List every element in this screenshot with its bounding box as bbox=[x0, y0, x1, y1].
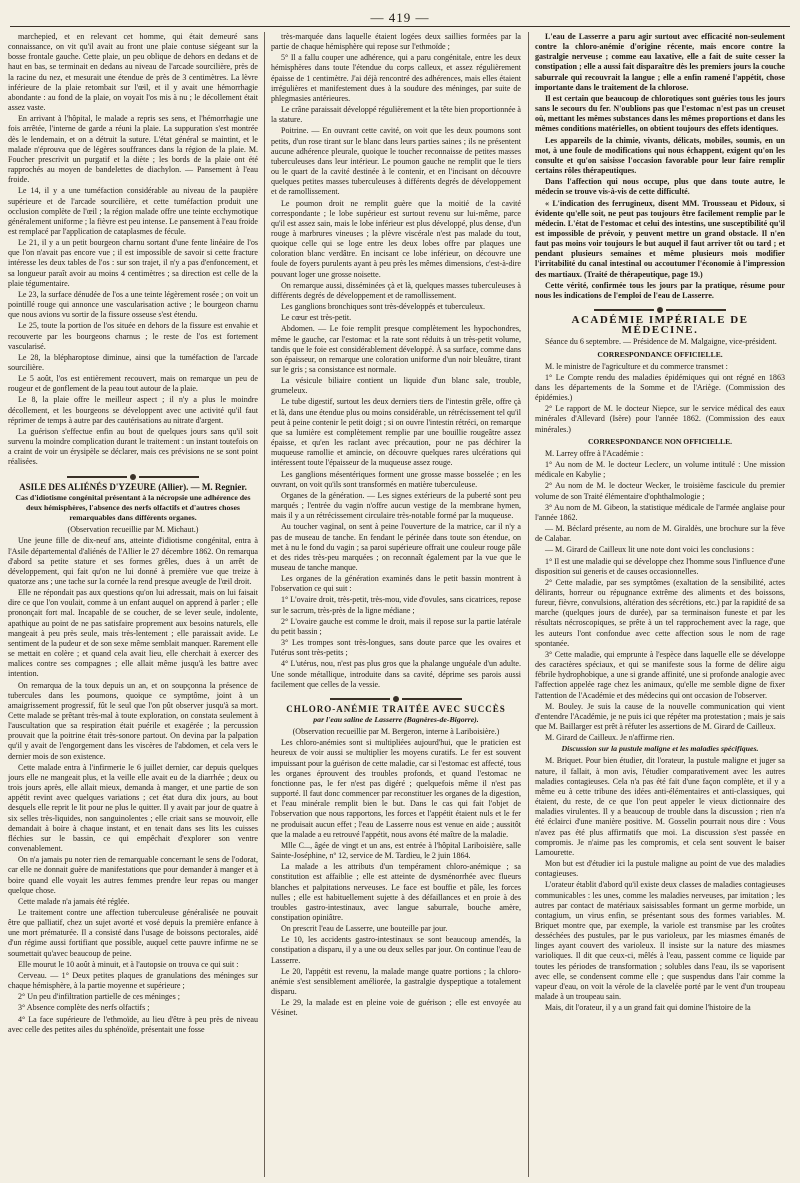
paragraph: « L'indication des ferrugineux, disent MM. Trousseau et Pidoux, si évidente qu'elle soit, ne peut pas toujours être facilement remplie par le médecin. L'état de l'estomac et celui des intestins, une susceptibilité qu'il est impossible de prévoir, y peuvent mettre un grand obstacle. Il n'en faut pas moins voir toujours le but auquel il faut arriver tôt ou tard ; et pendant plusieurs semaines et même plusieurs mois modifier l'irritabilité du canal intestinal ou accoutumer l'économie à l'impression des martiaux. (Traité de thérapeutique, page 19.) bbox=[535, 198, 785, 279]
paragraph: La guérison s'effectue enfin au bout de quelques jours sans qu'il soit survenu la moindre complication durant le traitement : un instant toutefois on a craint de voir un érysipèle se déclarer, mais ces prévisions ne se sont point réalisées. bbox=[8, 426, 258, 467]
column-separator bbox=[528, 32, 529, 1177]
paragraph: On remarque aussi, disséminées çà et là, quelques masses tuberculeuses à différents degrés de développement et de ramollissement. bbox=[271, 280, 521, 300]
paragraph: 2° Un peu d'infiltration partielle de ces méninges ; bbox=[18, 992, 180, 1002]
page-number: — 419 — bbox=[370, 10, 430, 25]
paragraph: Le 28, la blépharoptose diminue, ainsi que la tuméfaction de l'arcade sourcilière. bbox=[8, 352, 258, 372]
paragraph: Elle mourut le 10 août à minuit, et à l'autopsie on trouva ce qui suit : bbox=[18, 959, 239, 969]
paragraph: — M. Girard de Cailleux lit une note dont voici les conclusions : bbox=[545, 545, 754, 555]
paragraph: 1° Au nom de M. le docteur Leclerc, un volume intitulé : Une mission médicale en Kabylie ; bbox=[535, 460, 785, 480]
ornament-divider bbox=[8, 472, 258, 478]
paragraph: — M. Béclard présente, au nom de M. Giraldès, une brochure sur la fève de Calabar. bbox=[535, 524, 785, 544]
paragraph: La malade a les attributs d'un tempérament chloro-anémique ; sa constitution est affaiblie ; elle est atteinte de dysménorrhée avec flueurs blanches et palpitations nerveuses. Le face est bouffie et pâle, les forces nulles ; elle est habituellement sujette à des défaillances et en proie à des troubles gastro-intestinaux, avec langue saburrale, bouche amère, constipation opiniâtre. bbox=[271, 862, 521, 922]
paragraph: On remarqua de la toux depuis un an, et on soupçonna la présence de tubercules dans les poumons, quoique ce symptôme, joint à un amaigrissement progressif, fût le seul que l'on pût observer jusqu'à sa mort. Cette malade se prêtant très-mal à toute exploration, on constata seulement à l'auscultation que sa respiration était puérile et exagérée ; la percussion prouvait que la poitrine était très-sonore partout. On devina par la palpation qu'il y avait de l'engorgement dans les viscères de l'abdomen, et cela vers le dernier mois de son existence. bbox=[8, 680, 258, 761]
paragraph: 4° La face supérieure de l'ethmoïde, au lieu d'être à peu près de niveau avec celle des petites ailes du sphénoïde, présentait une fosse bbox=[8, 1014, 258, 1034]
academy-title: ACADÉMIE IMPÉRIALE DE MÉDECINE. bbox=[571, 314, 749, 337]
academy-session: Séance du 6 septembre. — Présidence de M. Malgaigne, vice-président. bbox=[545, 337, 777, 347]
paragraph: La vésicule biliaire contient un liquide d'un blanc sale, trouble, grumeleux. bbox=[271, 376, 521, 396]
paragraph: Poitrine. — En ouvrant cette cavité, on voit que les deux poumons sont petits, d'un rose tirant sur le blanc dans leurs parties saines ; ils ne présentent aucune adhérence pleurale, quoique le toucher reconnaisse de petites masses tuberculeuses dans leur intérieur. Le poumon gauche ne remplit que le tiers ou le quart de la cavité destinée à le contenir, et en l'incisant on découvre quelques petites masses tuberculeuses à différents degrés de développement et de ramollissement. bbox=[271, 126, 521, 197]
official-correspondence bbox=[535, 362, 785, 435]
paragraph: 3° Au nom de M. Gibeon, la statistique médicale de l'armée anglaise pour l'année 1862. bbox=[535, 502, 785, 522]
ornament-divider bbox=[535, 305, 785, 311]
paragraph: Cette malade entra à l'infirmerie le 6 juillet dernier, car depuis quelques jours elle ne mangeait plus, et la veille elle avait eu de la diarrhée ; deux ou trois jours après, elle allait mieux, demanda à manger, et une partie de son appétit revint avec quelques variations ; cet état dura dix jours, au bout desquels elle reprit le lit pour ne plus le quitter. Il y avait par jour de quatre à six selles très-liquides, non sanguinolentes ; elle criait sans se mouvoir, elle demandait à boire à chaque instant, et en tenait dans ses lits les cuisses fléchies sur le bassin, ce qui empêchait d'explorer son ventre convenablement. bbox=[8, 762, 258, 854]
paragraph: Les appareils de la chimie, vivants, délicats, mobiles, soumis, en un mot, à une foule de modifications qui nous échappent, exigent qu'on les consulte et qu'on saisisse l'occasion favorable pour leur faire remplir certains rôles thérapeutiques. bbox=[535, 135, 785, 176]
paragraph: Une jeune fille de dix-neuf ans, atteinte d'idiotisme congénital, entra à l'Asile départemental d'aliénés de l'Allier le 27 décembre 1862. On remarqua d'abord sa petite stature et ses formes grêles, dues à un arrêt de développement, qui fait qu'on ne lui donné à première vue que treize à quatorze ans ; une tache sur la cornée la rend presque aveugle de l'œil droit. bbox=[8, 536, 258, 586]
paragraph: Le 23, la surface dénudée de l'os a une teinte légèrement rosée ; on voit un pointillé rouge qui annonce une vascularisation active ; le bourgeon charnu que nous avions vu sortir de la fissure osseuse s'est étendu. bbox=[8, 289, 258, 320]
paragraph: Le 10, les accidents gastro-intestinaux se sont beaucoup amendés, la constipation a disparu, il y a une ou deux selles par jour. On continue l'eau de Lasserre. bbox=[271, 935, 521, 965]
paragraph: Mon but est d'étudier ici la pustule maligne au point de vue des maladies contagieuses. bbox=[535, 859, 785, 879]
col3-intro bbox=[535, 32, 785, 301]
paragraph: Mlle C..., âgée de vingt et un ans, est entrée à l'hôpital Lariboisière, salle Sainte-Joséphine, nº 12, service de M. Tardieu, le 2 juin 1864. bbox=[271, 840, 521, 861]
paragraph: 3° Les trompes sont très-longues, sans doute parce que les ovaires et l'utérus sont très-petits ; bbox=[271, 638, 521, 658]
column-separator bbox=[264, 32, 265, 1177]
paragraph: Le 29, la malade est en pleine voie de guérison ; elle est envoyée au Vésinet. bbox=[271, 998, 521, 1018]
paragraph: Cette vérité, confirmée tous les jours par la pratique, résume pour nous les indications de l'emploi de l'eau de Lasserre. bbox=[535, 280, 785, 300]
column-3 bbox=[535, 32, 785, 1177]
paragraph: Les chloro-anémies sont si multipliées aujourd'hui, que le praticien est heureux de voir aussi se multiplier les moyens curatifs. Le fer est souvent impuissant pour la guérison de cette maladie, car si l'estomac est affecté, tous les organes éprouvent des troubles profonds, et quand l'estomac ne fonctionne pas, le fer n'est pas digéré ; quelquefois même il n'est pas supporté. Il faut donc commencer par reconstituer les organes de la digestion, et l'eau minérale remplit bien le but. Dans le cas qui fait l'objet de l'observation que nous rapportons, les forces et l'appétit étaient nuls et le fer ne produisait aucun effet ; l'eau de Lasserre nous est venue en aide ; aussitôt que la malade a eu retrouvé l'appétit, nous avons été maître de la maladie. bbox=[271, 738, 521, 839]
paragraph: Le 20, l'appétit est revenu, la malade mange quatre portions ; la chloro-anémie s'est sensiblement améliorée, la gastralgie dyspeptique a totalement disparu. bbox=[271, 966, 521, 997]
paragraph: L'orateur établit d'abord qu'il existe deux classes de maladies contagieuses communicables : les unes, comme les maladies nerveuses, par imitation ; les autres par contact de matériaux saisissables formant un germe morbide, un contagium, un virus enfin, se présentant sous des formes variables. M. Briquet montre que, par exemple, la variole est transmise par les croûtes desséchées des pustules, par le pus varioleux, par les miasmes émanés de linges ayant couvert des varioleux. Il insiste sur la nature des miasmes varioliques. Il dit que ceux-ci, mêlés à l'eau, passent comme ce liquide par toutes les périodes de transformation ; solubles dans l'eau, ils se vaporisent avec elle, se condensent comme elle ; que suspendus dans l'air comme la vapeur d'eau, on voit la vérole de la clavelée porté par le vent d'un troupeau malade à un troupeau sain. bbox=[535, 880, 785, 1002]
paragraph: 5° Il a fallu couper une adhérence, qui a paru congénitale, entre les deux hémisphères dans toute l'étendue du corps calleux, et assez régulièrement épaisse de 1 centimètre. J'ai déjà rencontré des adhérences, mais elles étaient irrégulières et manifestement dues à la soudure des méninges, par suite de phlegmasies antérieures. bbox=[271, 53, 521, 103]
paragraph: On prescrit l'eau de Lasserre, une bouteille par jour. bbox=[281, 924, 448, 934]
paragraph: On n'a jamais pu noter rien de remarquable concernant le sens de l'odorat, car elle ne donnait guère de manifestations que pour demander à manger et à boire quand elle voyait les autres femmes prendre leur repas ou manger quelque chose. bbox=[8, 855, 258, 895]
paragraph: Cerveau. — 1° Deux petites plaques de granulations des méninges sur chaque hémisphère, à la partie moyenne et supérieure ; bbox=[8, 970, 258, 991]
paragraph: Le tube digestif, surtout les deux derniers tiers de l'intestin grêle, offre çà et là, dans une étendue plus ou moins considérable, un rétrécissement tel qu'il peut à peine contenir le petit doigt ; si on ouvre l'intestin rétréci, on remarque que sa lumière est complètement remplie par une bouillie rougeâtre assez épaisse, et qu'en les raclant avec précaution, pour ne pas déchirer la muqueuse ramollie et amincie, on découvre quelques rares ulcérations qui intéressent toute l'épaisseur de la muqueuse assez rouge. bbox=[271, 397, 521, 468]
paragraph: M. Briquet. Pour bien étudier, dit l'orateur, la pustule maligne et juger sa nature, il fallait, à mon avis, l'étudier comparativement avec les autres maladies contagieuses. Cela n'a pas été fait d'une façon complète, et il y a même eu à cette tribune des idées anti-élémentaires et anti-classiques, qui étaient, du reste, de ce que l'on peut appeler le vieux dictionnaire des maladies virulentes. Il y a beaucoup de trouble dans la discussion ; rien n'a été éclairci d'une manière positive. M. Gosselin pourrait nous dire : Vous n'avez pas été plus affirmatifs que moi. La discussion s'est passée en compromis. Je n'aime pas les compromis, et cela sent souvent le baiser Lamourette. bbox=[535, 756, 785, 857]
paragraph: marchepied, et en relevant cet homme, qui était demeuré sans connaissance, on vit qu'il avait au front une plaie contuse siégeant sur la bosse frontale gauche. Cette plaie, un peu oblique de dehors en dedans et de haut en bas, se terminait en dedans au niveau de l'arcade sourcilière, près de la racine du nez, et mesurait une étendue de près de 3 centimètres. La lèvre inférieure de la plaie retombait sur l'œil, et il y avait une hémorrhagie abondante : au fond de la plaie, on voyait l'os mis à nu ; le décollement était assez vaste. bbox=[8, 32, 258, 113]
paragraph: Les organes de la génération examinés dans le petit bassin montrent à l'observation ce qui suit : bbox=[271, 574, 521, 594]
paragraph: Cette malade n'a jamais été réglée. bbox=[18, 896, 130, 906]
paragraph: Le cœur est très-petit. bbox=[281, 313, 352, 323]
col1-intro bbox=[8, 32, 258, 468]
section-credit: (Observation recueillie par M. Bergeron, interne à Lariboisière.) bbox=[292, 727, 500, 737]
col2-paragraphs bbox=[271, 32, 521, 690]
paragraph: M. le ministre de l'agriculture et du commerce transmet : bbox=[545, 361, 728, 371]
column-2 bbox=[271, 32, 521, 1177]
section-credit: (Observation recueillie par M. Michaut.) bbox=[67, 525, 199, 535]
paragraph: M. Girard de Cailleux. Je n'affirme rien. bbox=[545, 733, 675, 743]
header-rule bbox=[10, 26, 790, 27]
paragraph: Elle ne répondait pas aux questions qu'on lui adressait, mais on lui faisait dire ce que l'on voulait, comme à un enfant auquel on apprend à parler ; elle prononçait fort mal. Incapable de se coucher, de se lever seule, indolente, apathique au point de ne pas satisfaire proprement aux besoins naturels, elle mangeait à peu près seule, mais très-lentement ; elle paraissait avide. Le sentiment de la pudeur et de son sexe même semblait manquer. Rarement elle se mettait en colère ; et quand cela avait lieu, elle cherchait à exercer des malices contre ses compagnes ; elle allait même jusqu'à les battre avec intention. bbox=[8, 588, 258, 679]
paragraph: Le 25, toute la portion de l'os située en dehors de la fissure est envahie et recouverte par les bourgeons charnus ; le reste de l'os est fortement vascularisé. bbox=[8, 321, 258, 351]
section-subtitle-idiotisme: Cas d'idiotisme congénital présentant à la nécropsie une adhérence des deux hémisphères, l'absence des nerfs olfactifs et d'autres choses remarquables dans différents organes. bbox=[15, 492, 251, 523]
paragraph: Le 21, il y a un petit bourgeon charnu sortant d'une fente linéaire de l'os que l'on n'avait pas encore vue ; il est impossible de savoir si cette fracture intéresse les deux tables de l'os : sur son trajet, il n'y a pas d'enfoncement, et sa longueur paraît avoir au moins 4 centimètres ; sa direction est celle de la plaie tégumentaire. bbox=[8, 238, 258, 288]
paragraph: 4° L'utérus, nou, n'est pas plus gros que la phalange unguéale d'un adulte. Une sonde métallique, introduite dans sa cavité, déprime ses parois aussi facilement que celles de la vessie. bbox=[271, 659, 521, 689]
paragraph: Il est certain que beaucoup de chlorotiques sont guéries tous les jours sans le secours du fer. N'oublions pas que l'estomac n'est pas un creuset où, mettant les mêmes substances dans les mêmes proportions et dans les mêmes conditions matérielles, on obtient toujours des effets identiques. bbox=[535, 93, 785, 134]
paragraph: Au toucher vaginal, on sent à peine l'ouverture de la matrice, car il n'y a pas de museau de tanche. En fendant le périnée dans toute son étendue, on met à nu le fond du vagin ; sa paroi supérieure offrait une couleur rouge pâle et des rides très-peu marquées ; on reconnaît également par la vue que le museau de tanche manque. bbox=[271, 522, 521, 572]
nonofficial-correspondence-heading: CORRESPONDANCE NON OFFICIELLE. bbox=[587, 436, 733, 446]
paragraph: 2° Cette maladie, par ses symptômes (exaltation de la sensibilité, actes délirants, horreur ou répugnance extrême des aliments et des boissons, fureur, fièvre, convulsions, altération des sécrétions, etc.) par la rapidité de sa marche (quelques jours de durée), par sa terminaison funeste et par les résultats nécroscopiques, se prête à un tel rapprochement avec la rage, que les auteurs l'ont confondue avec cette affection sous le nom de rage spontanée. bbox=[535, 577, 785, 648]
column-1 bbox=[8, 32, 258, 1177]
discussion-body bbox=[535, 756, 785, 1013]
ornament-divider bbox=[271, 694, 521, 700]
paragraph: Mais, dit l'orateur, il y a un grand fait qui domine l'histoire de la bbox=[545, 1003, 751, 1013]
paragraph: Le 5 août, l'os est entièrement recouvert, mais on remarque un peu de rougeur et de gonflement de la peau tout autour de la plaie. bbox=[8, 374, 258, 394]
paragraph: très-marquée dans laquelle étaient logées deux saillies formées par la partie de chaque hémisphère qui repose sur l'ethmoïde ; bbox=[271, 32, 521, 52]
section-subtitle-lasserre: par l'eau saline de Lasserre (Bagnères-de-Bigorre). bbox=[313, 715, 479, 724]
paragraph: Le traitement contre une affection tuberculeuse généralisée ne pouvait être que palliatif, chez un sujet avorté et vosé depuis la première enfance à une mort prématurée. Il a consisté dans l'usage de boissons pectorales, aidé d'un régime aussi fortifiant que possible, auquel cette pauvre infirme ne se soumettait qu'avec beaucoup de peine. bbox=[8, 907, 258, 958]
paragraph: Les ganglions bronchiques sont très-développés et tuberculeux. bbox=[281, 302, 486, 312]
paragraph: 3° Cette maladie, qui emprunte à l'espèce dans laquelle elle se développe des caractères spéciaux, et qui se manifeste sous la forme de délire aigu fébrile hydrophobique, a une si grande affinité, une si profonde analogie avec l'affection appelée rage chez les animaux, qu'elle me semble digne de fixer l'attention de l'Académie et des médecins qui ont occasion de l'observer. bbox=[535, 649, 785, 700]
section-title-chloro: CHLORO-ANÉMIE TRAITÉE AVEC SUCCÈS bbox=[286, 703, 506, 714]
paragraph: 2° Au nom de M. le docteur Wecker, le troisième fascicule du premier volume de son Traité élémentaire d'ophthalmologie ; bbox=[535, 481, 785, 501]
paragraph: 1° Il est une maladie qui se développe chez l'homme sous l'influence d'une disposition sui generis et de causes occasionnelles. bbox=[535, 556, 785, 576]
paragraph: En arrivant à l'hôpital, le malade a repris ses sens, et l'hémorrhagie une fois arrêtée, l'interne de garde a réuni la plaie. La suppuration s'est montrée dès le lendemain, et on a détruit la suture. L'état général se maintint, et le malade n'éprouva que de légères souffrances dans la région de la plaie. M. Foucher prescrivit un purgatif et la diète ; les bords de la plaie ont été rapprochés au moyen de bandelettes de diachylon. — Pansement à l'eau froide. bbox=[8, 114, 258, 185]
official-correspondence-heading: CORRESPONDANCE OFFICIELLE. bbox=[597, 349, 723, 359]
paragraph: 1° L'ovaire droit, très-petit, très-mou, vide d'ovules, sans cicatrices, repose sur le sacrum, très-près de la ligne médiane ; bbox=[271, 595, 521, 615]
col1-body bbox=[8, 536, 258, 1035]
paragraph: 1° Le Compte rendu des maladies épidémiques qui ont régné en 1863 dans les départements de la Somme et de l'Ariège. (Commission des épidémies.) bbox=[535, 372, 785, 403]
paragraph: Le poumon droit ne remplit guère que la moitié de la cavité correspondante ; le lobe supérieur est surtout revenu sur lui-même, parce qu'il est assez sain, mais le lobe inférieur est plus développé, plus dense, d'un rouge à marbrures vineuses ; la plèvre viscérale n'est pas malade du tout, quoique celle qui se loge entre les deux lobes offre par plaques une coloration blanc verdâtre. En incisant ce lobe inférieur, on découvre une foule de foyers purulents ayant à peu près les mêmes dimensions, c'est-à-dire pouvant loger une grosse noisette. bbox=[271, 198, 521, 279]
paragraph: Le crâne paraissait développé régulièrement et la tête bien proportionnée à la stature. bbox=[271, 105, 521, 125]
paragraph: Abdomen. — Le foie remplit presque complètement les hypochondres, même le gauche, car l'estomac et la rate sont réduits à un très-petit volume, tandis que le foie est considérablement développé. À sa surface, comme dans son épaisseur, on remarque une coloration uniforme d'un noir bleuâtre, tirant sur le gris ; sa consistance est normale. bbox=[271, 324, 521, 374]
paragraph: Le 8, la plaie offre le meilleur aspect ; il n'y a plus le moindre décollement, et les bourgeons se développent avec une activité qu'il faut réprimer de temps à autre par des cautérisations au nitrate d'argent. bbox=[8, 395, 258, 425]
discussion-heading: Discussion sur la pustule maligne et les maladies spécifiques. bbox=[561, 744, 759, 754]
paragraph: 2° Le rapport de M. le docteur Niepce, sur le service médical des eaux minérales d'Allevard (Isère) pour l'année 1862. (Commission des eaux minérales.) bbox=[535, 404, 785, 434]
section-title-yzeure: ASILE DES ALIÉNÉS D'YZEURE (Allier). — M. Regnier. bbox=[19, 481, 247, 492]
paragraph: 2° L'ovaire gauche est comme le droit, mais il repose sur la partie latérale du petit bassin ; bbox=[271, 616, 521, 636]
col2-body bbox=[271, 738, 521, 1018]
paragraph: Le 14, il y a une tuméfaction considérable au niveau de la paupière supérieure et de l'arcade sourcilière, et cette tuméfaction produit une occlusion complète de l'œil ; la région malade offre une teinte ecchymotique généralement uniforme ; la fièvre est peu intense. Le pansement à l'eau froide est remplacé par l'application de cataplasmes de fécule. bbox=[8, 186, 258, 236]
paragraph: Organes de la génération. — Les signes extérieurs de la puberté sont peu marqués ; l'entrée du vagin n'offre aucun vestige de la membrane hymen, mais il y a un rétrécissement circulaire très-notable formé par la muqueuse. bbox=[271, 490, 521, 521]
paragraph: 3° Absence complète des nerfs olfactifs ; bbox=[18, 1003, 150, 1013]
paragraph: M. Larrey offre à l'Académie : bbox=[545, 448, 644, 458]
paragraph: M. Bouley. Je suis la cause de la nouvelle communication qui vient d'entendre l'Académie, je ne puis ici que répéter ma protestation ; mais je sais que M. Baillarger est prêt à réfuter les assertions de M. Girard de Cailleux. bbox=[535, 701, 785, 731]
paragraph: Les ganglions mésentériques forment une grosse masse bosselée ; en les ouvrant, on voit qu'ils sont transformés en matière tuberculeuse. bbox=[271, 469, 521, 489]
paragraph: Dans l'affection qui nous occupe, plus que dans toute autre, le médecin se trouve vis-à-vis de cette difficulté. bbox=[535, 177, 785, 197]
paragraph: L'eau de Lasserre a paru agir surtout avec efficacité non-seulement contre la chloro-anémie d'origine récente, mais encore contre la gastralgie nerveuse ; comme eau laxative, elle a fait de suite cesser la constipation ; elle a aussi fait disparaître dès les premiers jours la couche saburrale qui recouvrait la langue ; elle a enfin ramené l'appétit, chose importante dans le traitement de la chlorose. bbox=[535, 32, 785, 92]
nonofficial-correspondence bbox=[535, 449, 785, 743]
